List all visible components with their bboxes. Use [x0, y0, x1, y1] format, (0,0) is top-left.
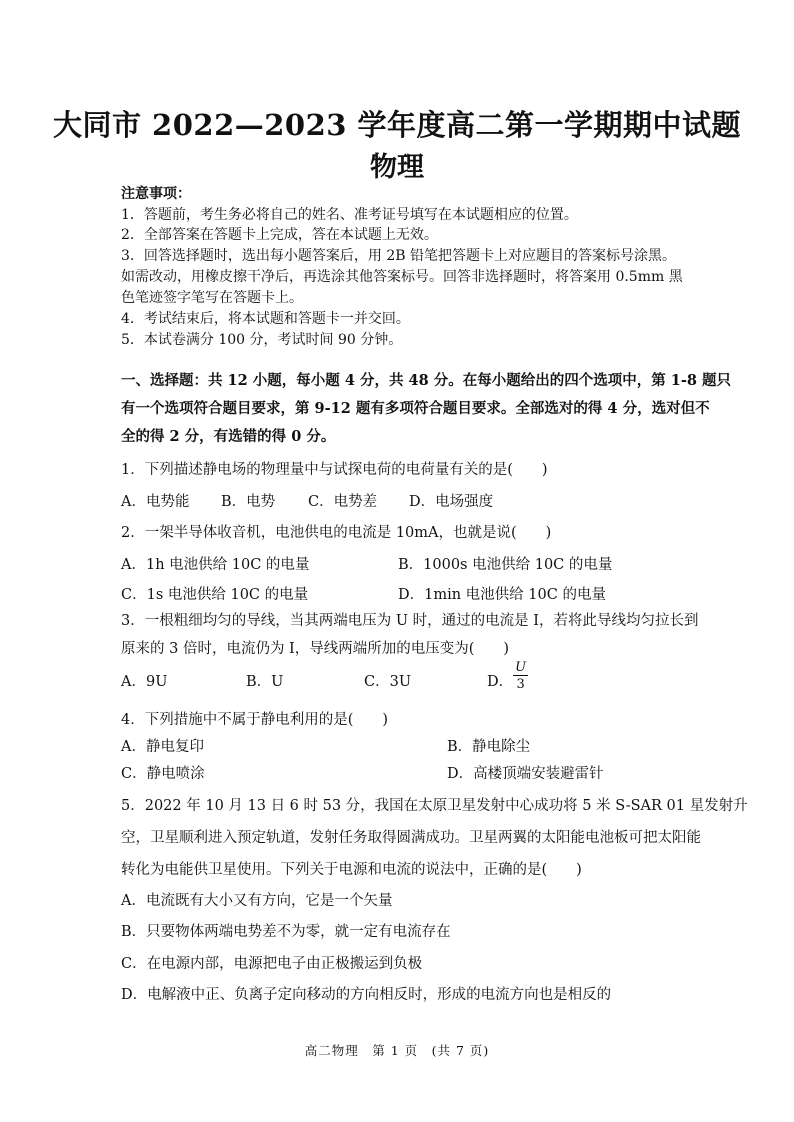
- question-3-stem: 原来的 3 倍时，电流仍为 I，导线两端所加的电压变为( ): [121, 641, 510, 657]
- q3-option-d: [487, 660, 528, 692]
- q5-option-c: C．在电源内部，电源把电子由正极搬运到负极: [121, 956, 423, 972]
- question-5-stem: 5．2022 年 10 月 13 日 6 时 53 分，我国在太原卫星发射中心成功将 5 米 S-SAR 01 星发射升: [121, 798, 748, 814]
- notice-item: 3．回答选择题时，选出每小题答案后，用 2B 铅笔把答题卡上对应题目的答案标号涂黑。: [121, 248, 677, 264]
- notice-item: 1．答题前，考生务必将自己的姓名、准考证号填写在本试题相应的位置。: [121, 207, 578, 223]
- fraction-u-over-3: [513, 661, 528, 691]
- notice-item: 5．本试卷满分 100 分，考试时间 90 分钟。: [121, 332, 403, 348]
- question-2-stem: 2．一架半导体收音机，电池供电的电流是 10mA，也就是说( ): [121, 525, 552, 541]
- section-heading: 有一个选项符合题目要求，第 9-12 题有多项符合题目要求。全部选对的得 4 分，选对但不: [121, 400, 710, 417]
- q5-option-d: D．电解液中正、负离子定向移动的方向相反时，形成的电流方向也是相反的: [121, 987, 612, 1003]
- q4-option-c: C．静电喷涂: [121, 766, 205, 782]
- q3-option-d-label: D．: [487, 674, 514, 690]
- notice-item: 如需改动，用橡皮擦干净后，再选涂其他答案标号。回答非选择题时，将答案用 0.5mm 黑: [121, 269, 683, 285]
- exam-title: 大同市 2022—2023 学年度高二第一学期期中试题: [52, 108, 742, 142]
- notice-item: 色笔迹签字笔写在答题卡上。: [121, 290, 303, 306]
- q1-option-c: C．电势差: [308, 494, 378, 510]
- question-1-stem: 1．下列描述静电场的物理量中与试探电荷的电荷量有关的是( ): [121, 462, 548, 478]
- q3-option-c: C．3U: [364, 674, 412, 690]
- section-heading: 全的得 2 分，有选错的得 0 分。: [121, 428, 336, 445]
- q5-option-b: B．只要物体两端电势差不为零，就一定有电流存在: [121, 924, 451, 940]
- q1-option-b: B．电势: [221, 494, 276, 510]
- question-5-stem: 空，卫星顺利进入预定轨道，发射任务取得圆满成功。卫星两翼的太阳能电池板可把太阳能: [121, 830, 701, 846]
- fraction-numerator: U: [515, 660, 527, 675]
- fraction-denominator: 3: [516, 677, 525, 692]
- q2-option-b: B．1000s 电池供给 10C 的电量: [398, 557, 613, 573]
- q3-option-b: B．U: [246, 674, 284, 690]
- notice-item: 4．考试结束后，将本试题和答题卡一并交回。: [121, 311, 410, 327]
- q3-option-a: A．9U: [121, 674, 168, 690]
- q2-option-a: A．1h 电池供给 10C 的电量: [121, 557, 310, 573]
- page-footer: 高二物理 第 1 页 (共 7 页): [304, 1043, 490, 1058]
- q2-option-d: D．1min 电池供给 10C 的电量: [398, 587, 606, 603]
- q5-option-a: A．电流既有大小又有方向，它是一个矢量: [121, 893, 393, 909]
- q2-option-c: C．1s 电池供给 10C 的电量: [121, 587, 309, 603]
- section-heading: 一、选择题：共 12 小题，每小题 4 分，共 48 分。在每小题给出的四个选项中，第 1-8 题只: [121, 372, 732, 389]
- q4-option-d: D．高楼顶端安装避雷针: [447, 766, 604, 782]
- q4-option-a: A．静电复印: [121, 739, 204, 755]
- question-4-stem: 4．下列措施中不属于静电利用的是( ): [121, 712, 389, 728]
- q1-option-d: D．电场强度: [409, 494, 494, 510]
- q1-option-a: A．电势能: [121, 494, 190, 510]
- question-5-stem: 转化为电能供卫星使用。下列关于电源和电流的说法中，正确的是( ): [121, 862, 582, 878]
- subject-title: 物理: [370, 152, 424, 183]
- notice-item: 2．全部答案在答题卡上完成，答在本试题上无效。: [121, 227, 438, 243]
- question-3-stem: 3．一根粗细均匀的导线，当其两端电压为 U 时，通过的电流是 I，若将此导线均匀拉长到: [121, 613, 699, 629]
- q4-option-b: B．静电除尘: [447, 739, 531, 755]
- notice-heading: 注意事项：: [121, 186, 191, 202]
